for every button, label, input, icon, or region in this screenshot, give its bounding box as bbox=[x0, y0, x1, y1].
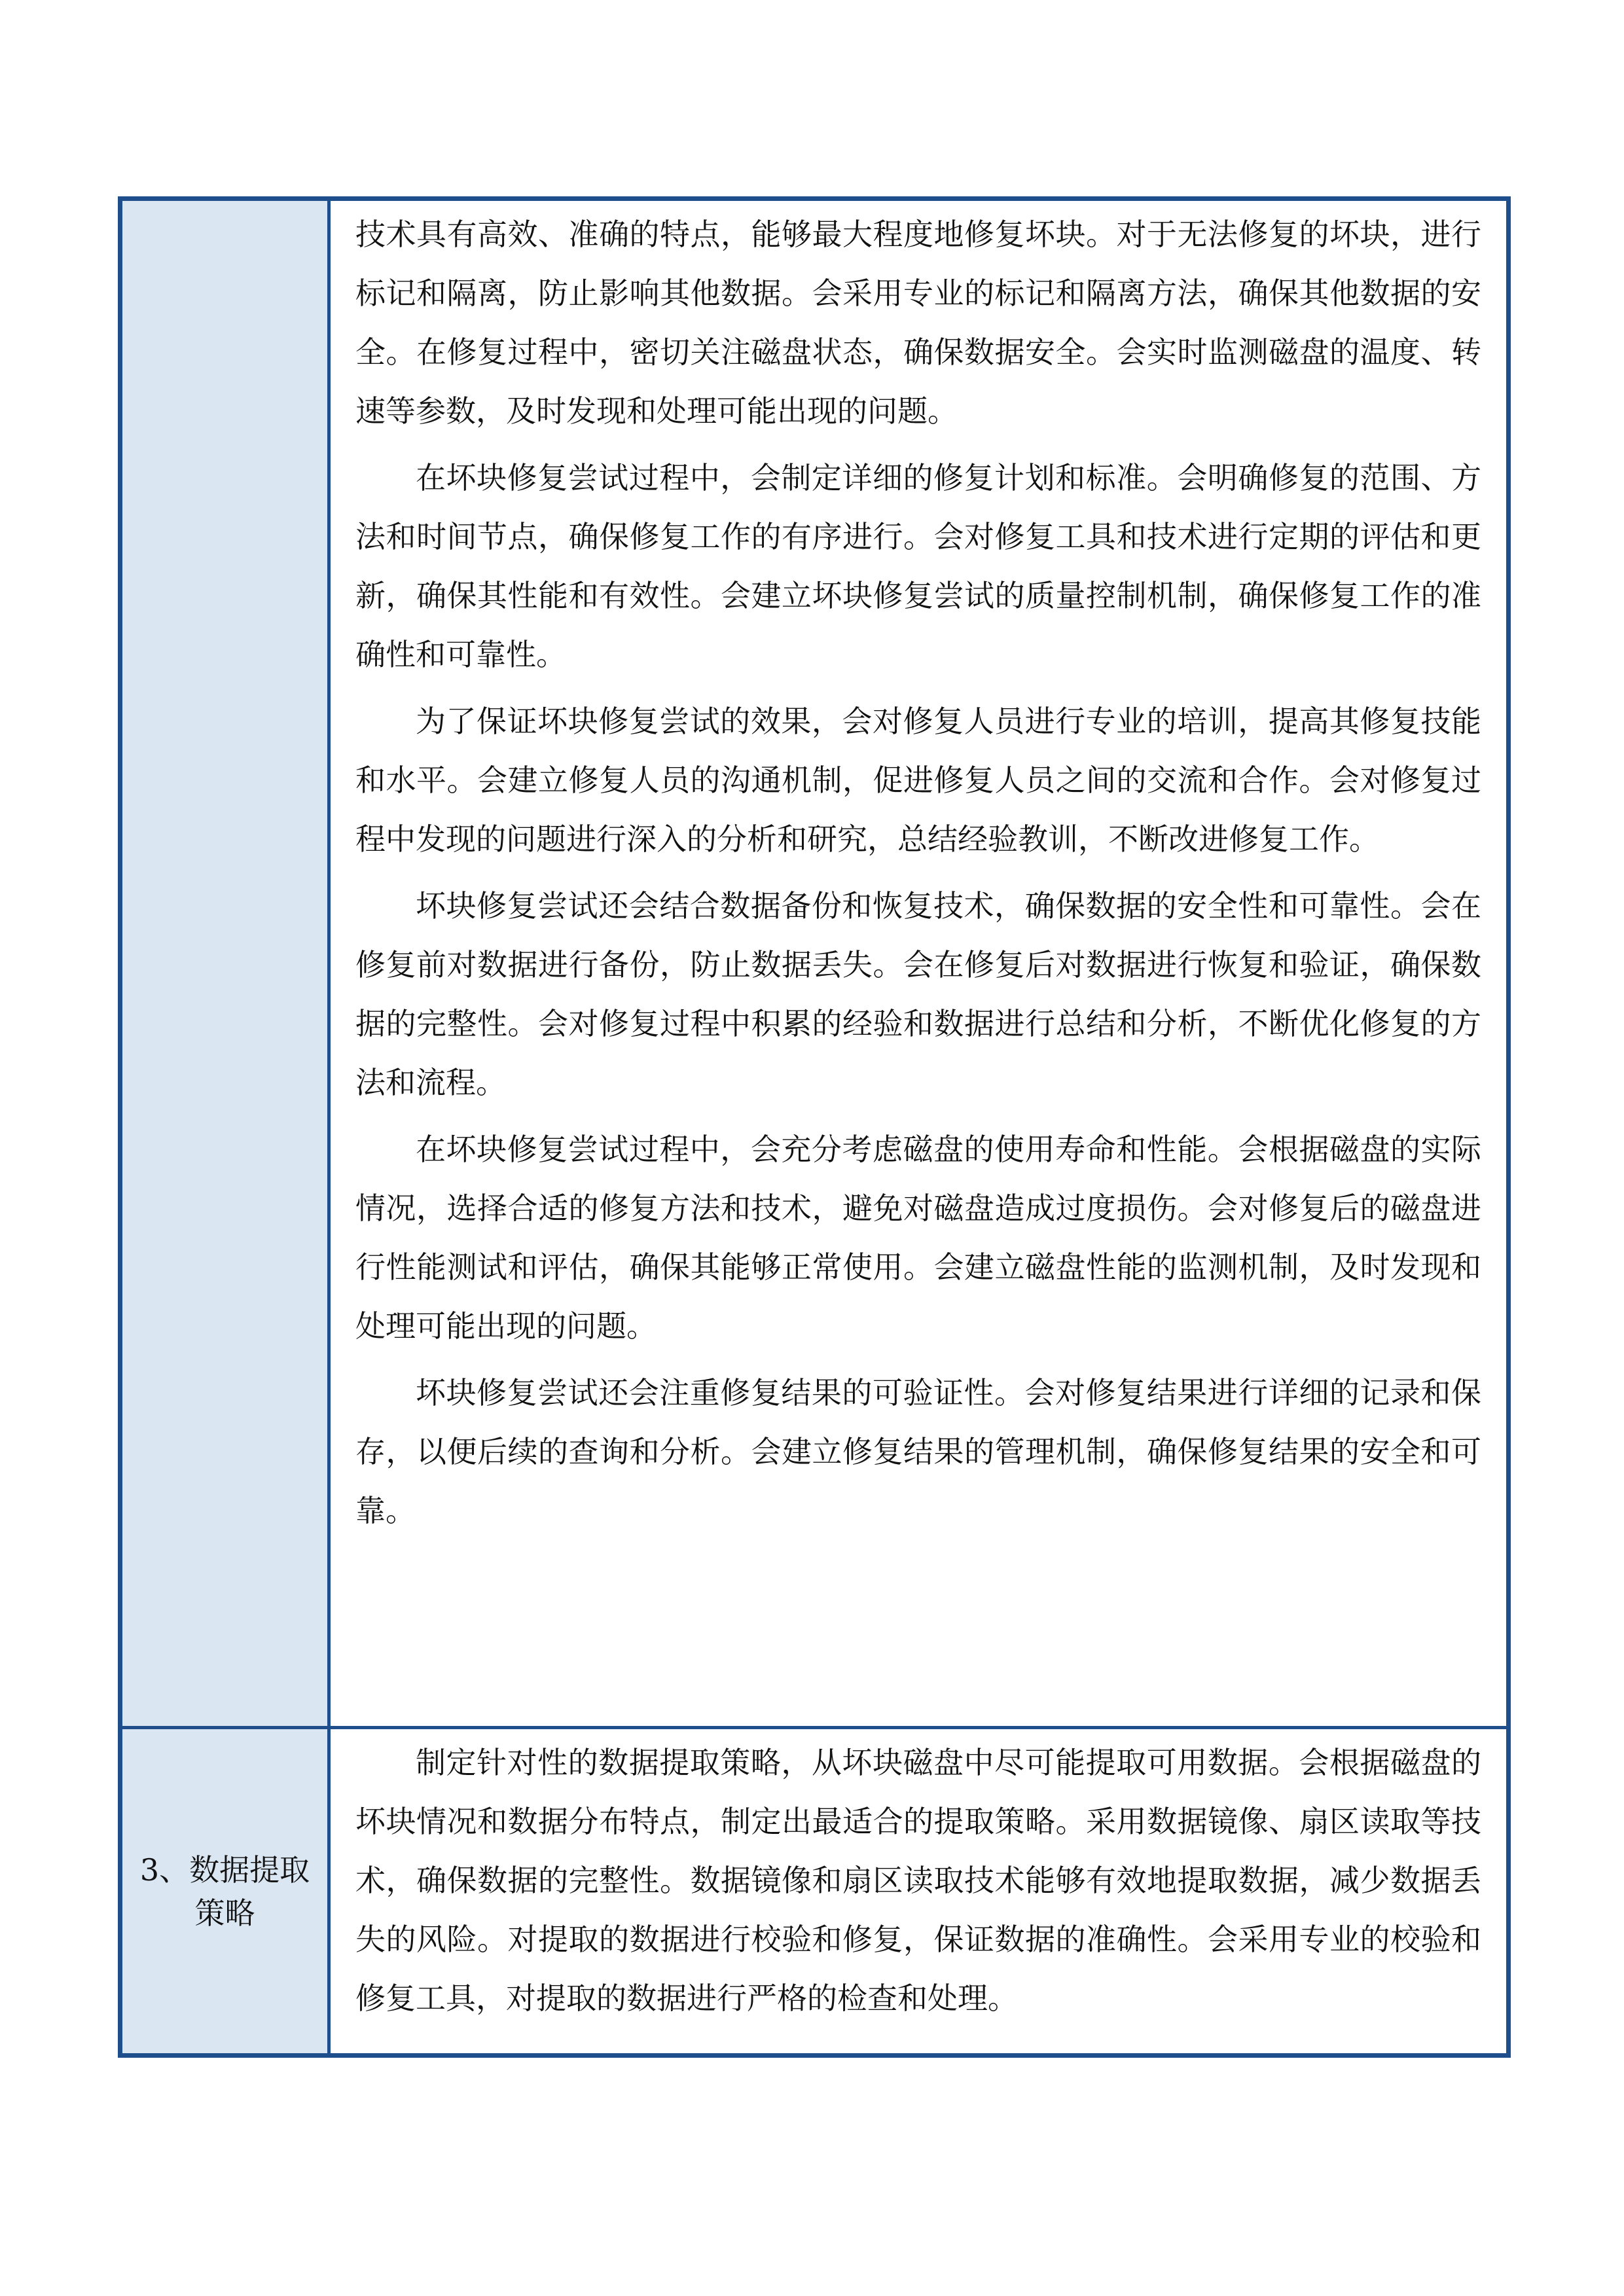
table-row bbox=[122, 201, 1506, 1726]
row-content-cell bbox=[331, 1729, 1506, 2053]
paragraph: 在坏块修复尝试过程中，会充分考虑磁盘的使用寿命和性能。会根据磁盘的实际情况，选择合适的修复方法和技术，避免对磁盘造成过度损伤。会对修复后的磁盘进行性能测试和评估，确保其能够正常使用。会建立磁盘性能的监测机制，及时发现和处理可能出现的问题。 bbox=[355, 1132, 1481, 1344]
paragraph: 坏块修复尝试还会注重修复结果的可验证性。会对修复结果进行详细的记录和保存，以便后续的查询和分析。会建立修复结果的管理机制，确保修复结果的安全和可靠。 bbox=[355, 1375, 1481, 1528]
paragraph: 在坏块修复尝试过程中，会制定详细的修复计划和标准。会明确修复的范围、方法和时间节点，确保修复工作的有序进行。会对修复工具和技术进行定期的评估和更新，确保其性能和有效性。会建立坏块修复尝试的质量控制机制，确保修复工作的准确性和可靠性。 bbox=[355, 460, 1481, 672]
document-table bbox=[118, 196, 1511, 2058]
row-label-cell: 3、数据提取策略 bbox=[122, 1729, 331, 2053]
table-row bbox=[122, 1726, 1506, 2053]
paragraph: 坏块修复尝试还会结合数据备份和恢复技术，确保数据的安全性和可靠性。会在修复前对数据进行备份，防止数据丢失。会在修复后对数据进行恢复和验证，确保数据的完整性。会对修复过程中积累的经验和数据进行总结和分析，不断优化修复的方法和流程。 bbox=[355, 888, 1481, 1100]
paragraph: 为了保证坏块修复尝试的效果，会对修复人员进行专业的培训，提高其修复技能和水平。会建立修复人员的沟通机制，促进修复人员之间的交流和合作。会对修复过程中发现的问题进行深入的分析和研究，总结经验教训，不断改进修复工作。 bbox=[355, 704, 1481, 857]
row-content-cell bbox=[331, 201, 1506, 1726]
paragraph: 制定针对性的数据提取策略，从坏块磁盘中尽可能提取可用数据。会根据磁盘的坏块情况和数据分布特点，制定出最适合的提取策略。采用数据镜像、扇区读取等技术，确保数据的完整性。数据镜像和扇区读取技术能够有效地提取数据，减少数据丢失的风险。对提取的数据进行校验和修复，保证数据的准确性。会采用专业的校验和修复工具，对提取的数据进行严格的检查和处理。 bbox=[355, 1745, 1481, 2016]
paragraph: 技术具有高效、准确的特点，能够最大程度地修复坏块。对于无法修复的坏块，进行标记和隔离，防止影响其他数据。会采用专业的标记和隔离方法，确保其他数据的安全。在修复过程中，密切关注磁盘状态，确保数据安全。会实时监测磁盘的温度、转速等参数，及时发现和处理可能出现的问题。 bbox=[355, 217, 1481, 429]
row-label-cell bbox=[122, 201, 331, 1726]
